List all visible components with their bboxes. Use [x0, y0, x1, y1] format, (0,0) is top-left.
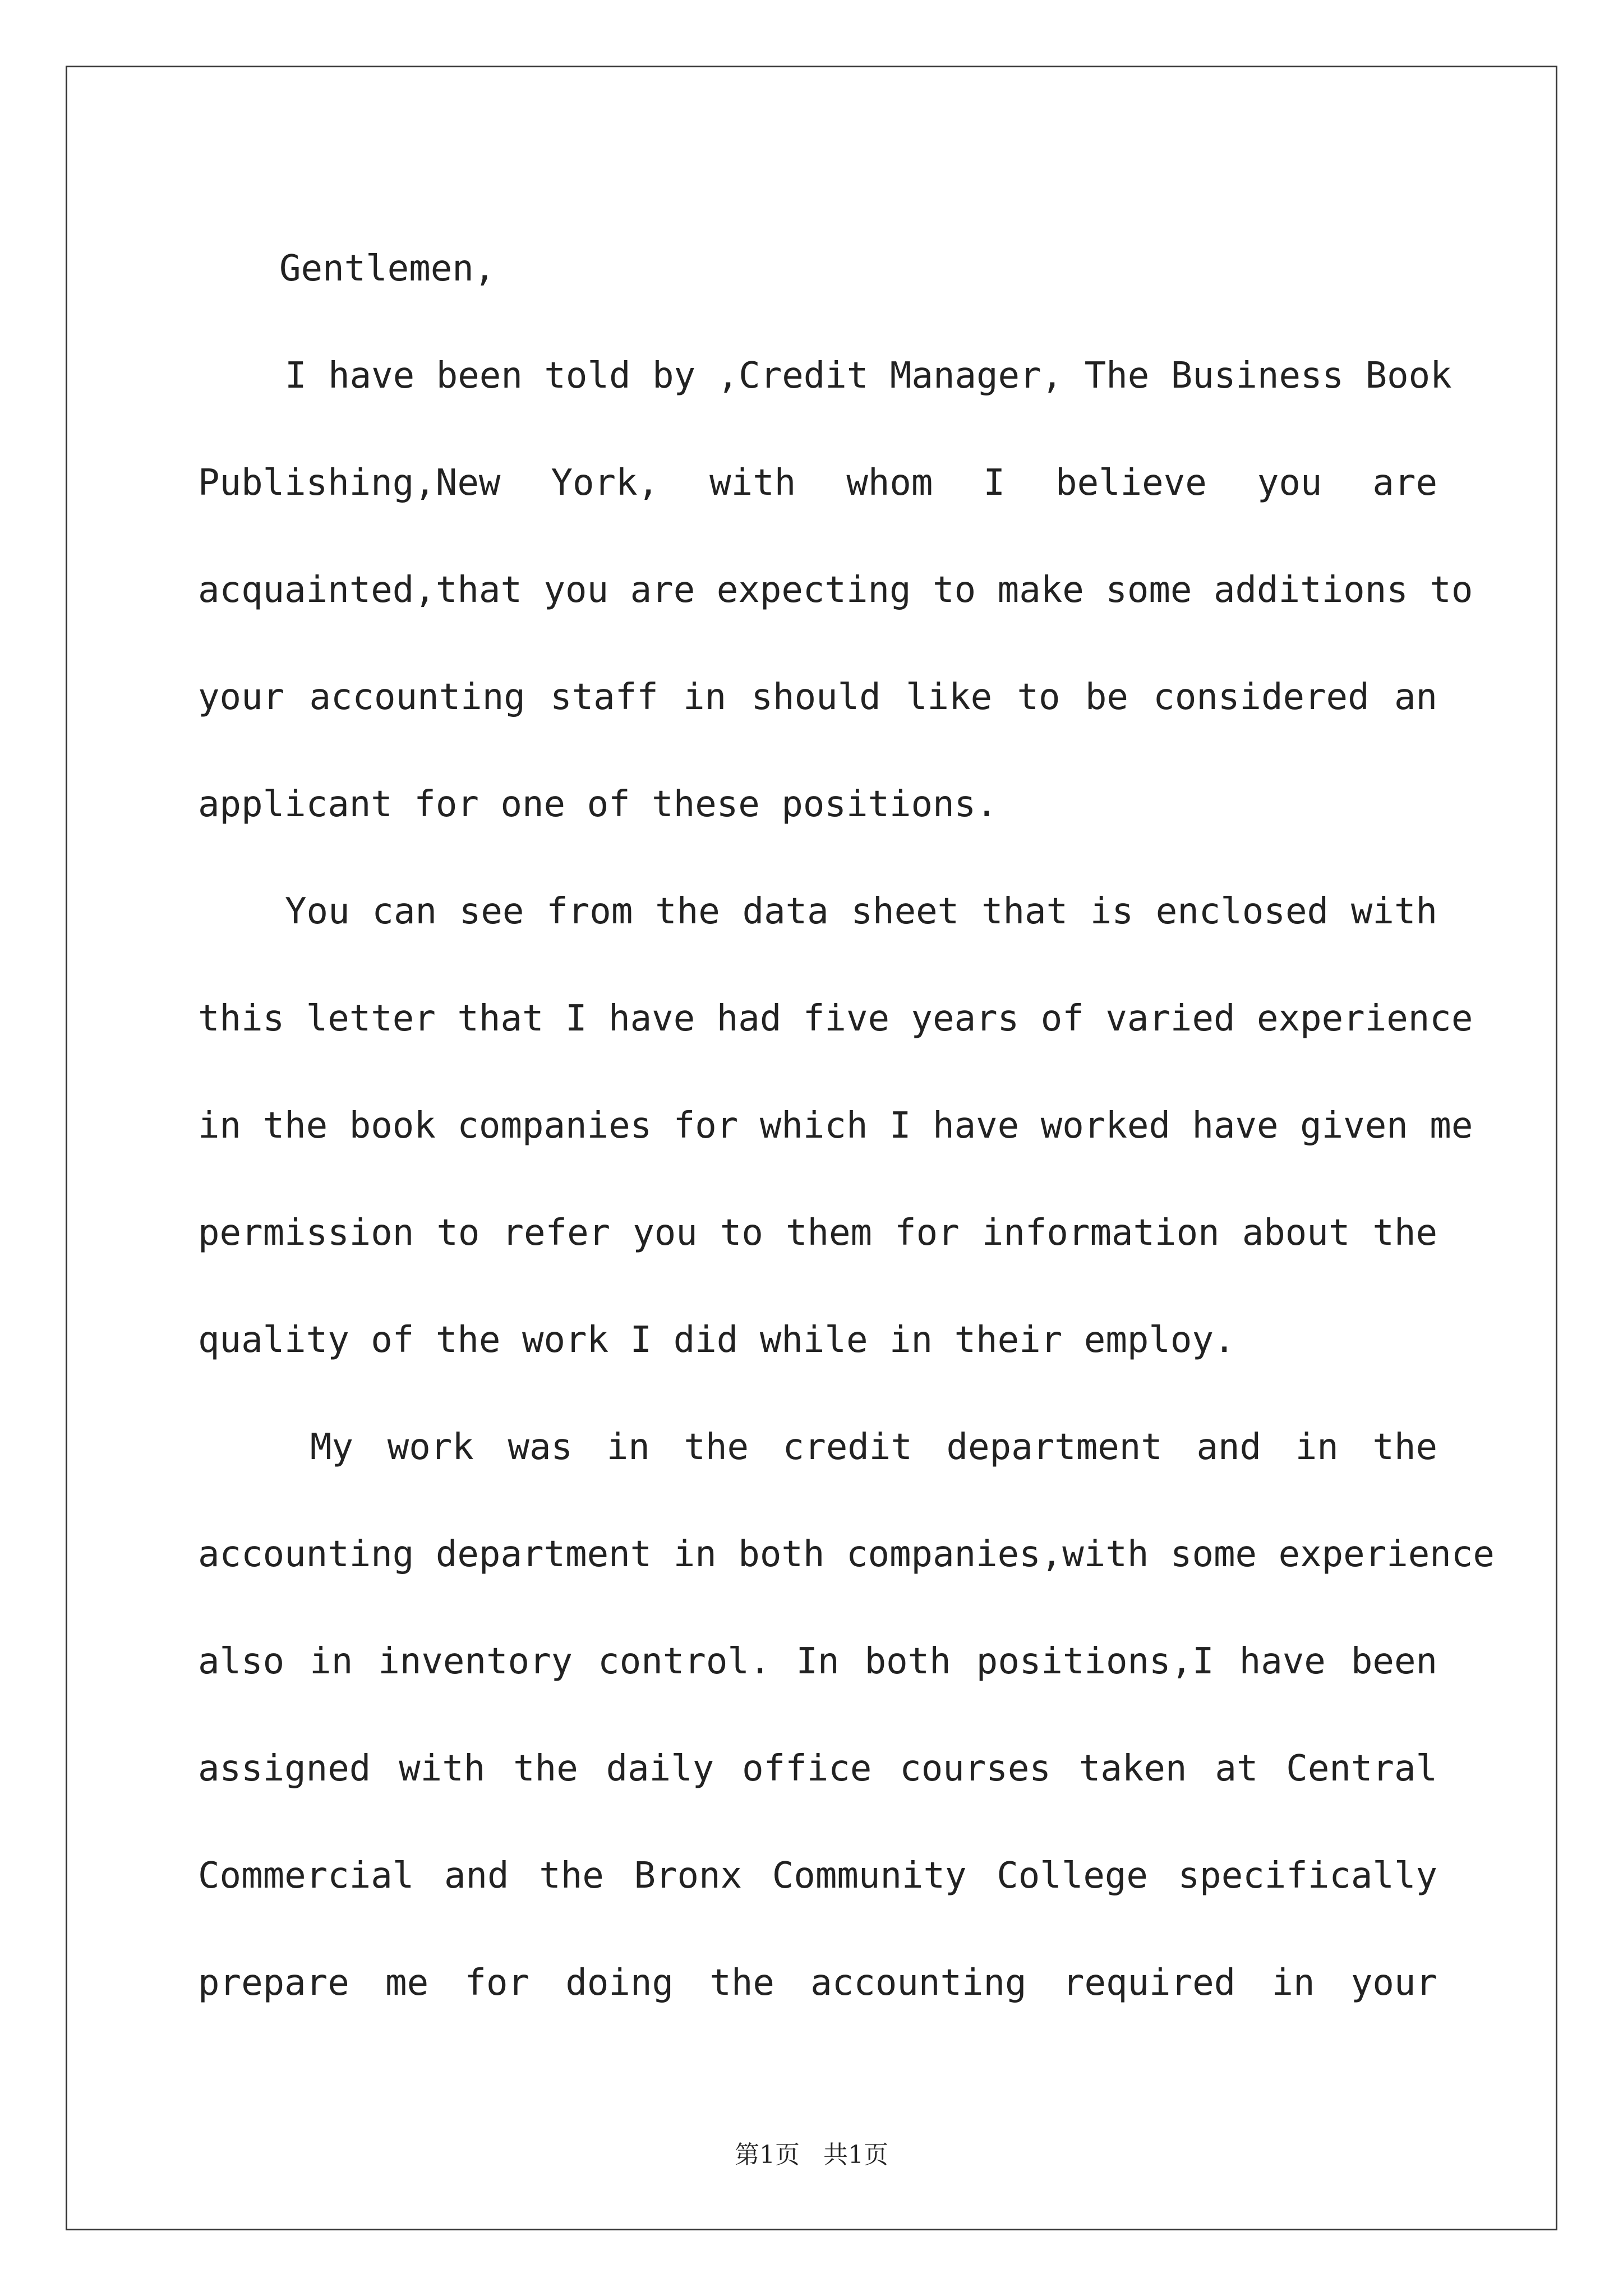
paragraph-3: [198, 1394, 1495, 2037]
paragraph-line: accounting department in both companies,with some experience: [198, 1534, 1495, 1575]
paragraph-line: assigned with the daily office courses taken at Central: [198, 1748, 1437, 1789]
letter-body: [198, 215, 1495, 2037]
paragraph-line: in the book companies for which I have worked have given me: [198, 1105, 1473, 1147]
paragraph-1: [198, 323, 1473, 858]
paragraph-2: [198, 858, 1473, 1394]
paragraph-line: prepare me for doing the accounting required in your: [198, 1962, 1437, 2004]
paragraph-line: quality of the work I did while in their employ.: [198, 1319, 1235, 1361]
paragraph-line: also in inventory control. In both positions,I have been: [198, 1641, 1437, 1682]
page-number-footer: 第1页 共1页: [735, 2141, 888, 2169]
paragraph-line: acquainted,that you are expecting to make some additions to: [198, 569, 1473, 611]
paragraph-line: My work was in the credit department and in the: [310, 1427, 1437, 1468]
paragraph-line: I have been told by ,Credit Manager, The Business Book: [285, 355, 1452, 397]
salutation: Gentlemen,: [279, 248, 496, 289]
paragraph-line: this letter that I have had five years of varied experience: [198, 998, 1473, 1039]
paragraph-line: Publishing,New York, with whom I believe you are: [198, 462, 1437, 504]
paragraph-line: permission to refer you to them for information about the: [198, 1212, 1437, 1254]
paragraph-line: Commercial and the Bronx Community College specifically: [198, 1855, 1437, 1897]
paragraph-line: applicant for one of these positions.: [198, 784, 998, 825]
paragraph-line: You can see from the data sheet that is enclosed with: [285, 891, 1437, 932]
paragraph-line: your accounting staff in should like to be considered an: [198, 677, 1437, 718]
